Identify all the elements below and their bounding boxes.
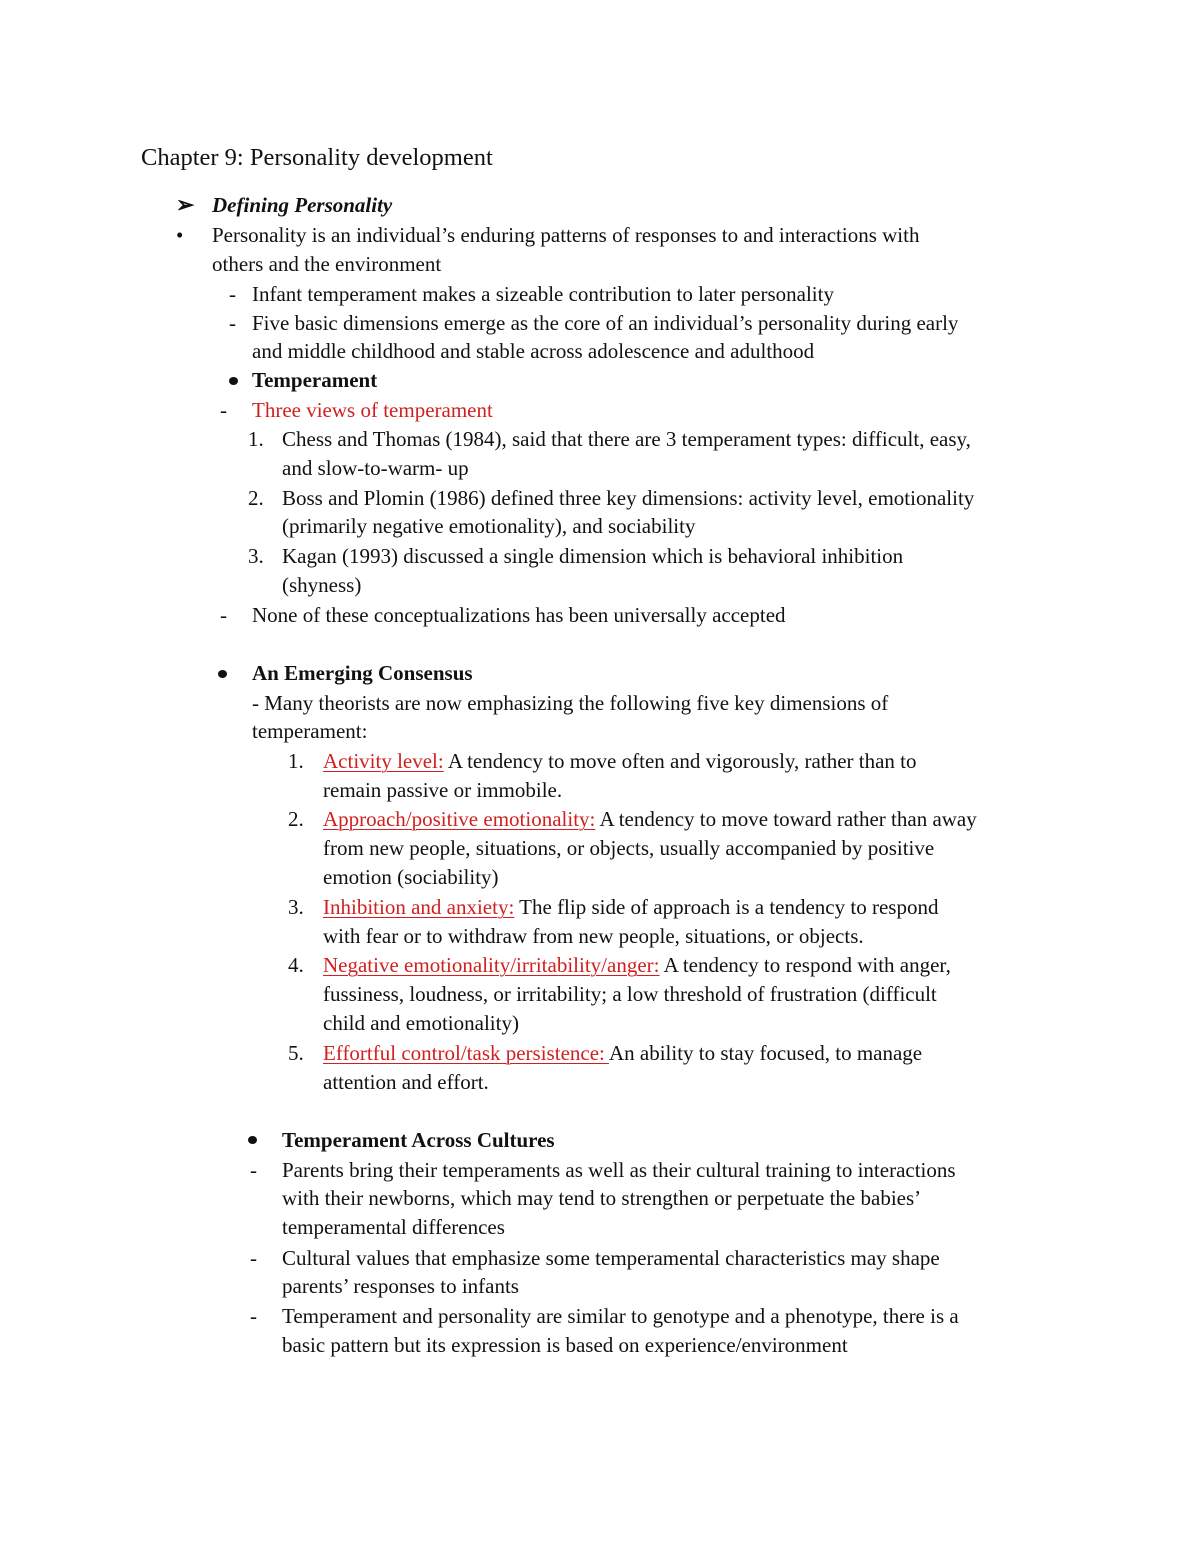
consensus-intro: - Many theorists are now emphasizing the following five key dimensions of <box>252 691 889 715</box>
list-item: basic pattern but its expression is based on experience/environment <box>282 1333 848 1357</box>
dimension-description: A tendency to move often and vigorously, rather than to <box>443 749 917 773</box>
section-heading-defining: Defining Personality <box>212 193 393 217</box>
list-item: child and emotionality) <box>323 1011 519 1035</box>
dimension-description: An ability to stay focused, to manage <box>608 1041 923 1065</box>
list-item: emotion (sociability) <box>323 865 499 889</box>
dimension-description: The flip side of approach is a tendency to respond <box>514 895 939 919</box>
list-item: and slow-to-warm- up <box>282 456 469 480</box>
list-item: Temperament and personality are similar to genotype and a phenotype, there is a <box>282 1304 959 1328</box>
list-number: 2. <box>288 807 304 831</box>
dash-marker: - <box>220 398 227 422</box>
arrow-bullet-icon: ➢ <box>176 192 195 217</box>
list-item: and middle childhood and stable across adolescence and adulthood <box>252 339 815 363</box>
list-item <box>323 1043 922 1064</box>
list-item <box>323 955 951 976</box>
definition-text: others and the environment <box>212 252 442 276</box>
list-number: 2. <box>248 486 264 510</box>
list-item: remain passive or immobile. <box>323 778 563 802</box>
list-item: None of these conceptualizations has been universally accepted <box>252 603 786 627</box>
list-item: (primarily negative emotionality), and sociability <box>282 514 696 538</box>
list-number: 1. <box>288 749 304 773</box>
list-item: parents’ responses to infants <box>282 1274 519 1298</box>
list-item: with fear or to withdraw from new people, situations, or objects. <box>323 924 864 948</box>
list-number: 1. <box>248 427 264 451</box>
dash-marker: - <box>250 1304 257 1328</box>
list-item: temperamental differences <box>282 1215 505 1239</box>
dimension-term: Negative emotionality/irritability/anger: <box>323 953 660 977</box>
page-title: Chapter 9: Personality development <box>141 144 493 171</box>
dimension-term: Effortful control/task persistence: <box>323 1041 609 1065</box>
list-number: 3. <box>288 895 304 919</box>
dimension-term: Activity level: <box>323 749 444 773</box>
bullet-dot-icon <box>218 670 227 678</box>
dimension-term: Inhibition and anxiety: <box>323 895 515 919</box>
consensus-intro: temperament: <box>252 719 368 743</box>
views-label: Three views of temperament <box>252 398 493 422</box>
list-number: 4. <box>288 953 304 977</box>
list-item: fussiness, loudness, or irritability; a low threshold of frustration (difficult <box>323 982 937 1006</box>
section-heading-cultures: Temperament Across Cultures <box>282 1128 555 1152</box>
dash-marker: - <box>250 1246 257 1270</box>
list-item: with their newborns, which may tend to strengthen or perpetuate the babies’ <box>282 1186 922 1210</box>
list-item: Chess and Thomas (1984), said that there are 3 temperament types: difficult, easy, <box>282 427 971 451</box>
bullet-dot-icon <box>248 1136 257 1144</box>
list-item <box>323 897 938 918</box>
section-heading-temperament: Temperament <box>252 368 378 392</box>
list-number: 5. <box>288 1041 304 1065</box>
definition-text: Personality is an individual’s enduring patterns of responses to and interactions with <box>212 223 920 247</box>
list-item: (shyness) <box>282 573 362 597</box>
dimension-description: A tendency to move toward rather than away <box>595 807 977 831</box>
list-item: Cultural values that emphasize some temperamental characteristics may shape <box>282 1246 940 1270</box>
list-item: from new people, situations, or objects, usually accompanied by positive <box>323 836 935 860</box>
dimension-term: Approach/positive emotionality: <box>323 807 596 831</box>
list-item: Kagan (1993) discussed a single dimension which is behavioral inhibition <box>282 544 904 568</box>
section-heading-consensus: An Emerging Consensus <box>252 661 473 685</box>
dimension-description: A tendency to respond with anger, <box>659 953 951 977</box>
dash-marker: - <box>229 311 236 335</box>
list-item <box>323 809 977 830</box>
bullet-dot-icon <box>229 377 238 385</box>
list-item <box>323 751 917 772</box>
list-item: attention and effort. <box>323 1070 489 1094</box>
list-item: Five basic dimensions emerge as the core of an individual’s personality during early <box>252 311 959 335</box>
dash-marker: - <box>250 1158 257 1182</box>
dash-marker: - <box>229 282 236 306</box>
list-item: Parents bring their temperaments as well as their cultural training to interactions <box>282 1158 956 1182</box>
bullet-icon: • <box>176 223 184 247</box>
dash-marker: - <box>220 603 227 627</box>
list-item: Infant temperament makes a sizeable contribution to later personality <box>252 282 834 306</box>
list-number: 3. <box>248 544 264 568</box>
list-item: Boss and Plomin (1986) defined three key dimensions: activity level, emotionality <box>282 486 975 510</box>
